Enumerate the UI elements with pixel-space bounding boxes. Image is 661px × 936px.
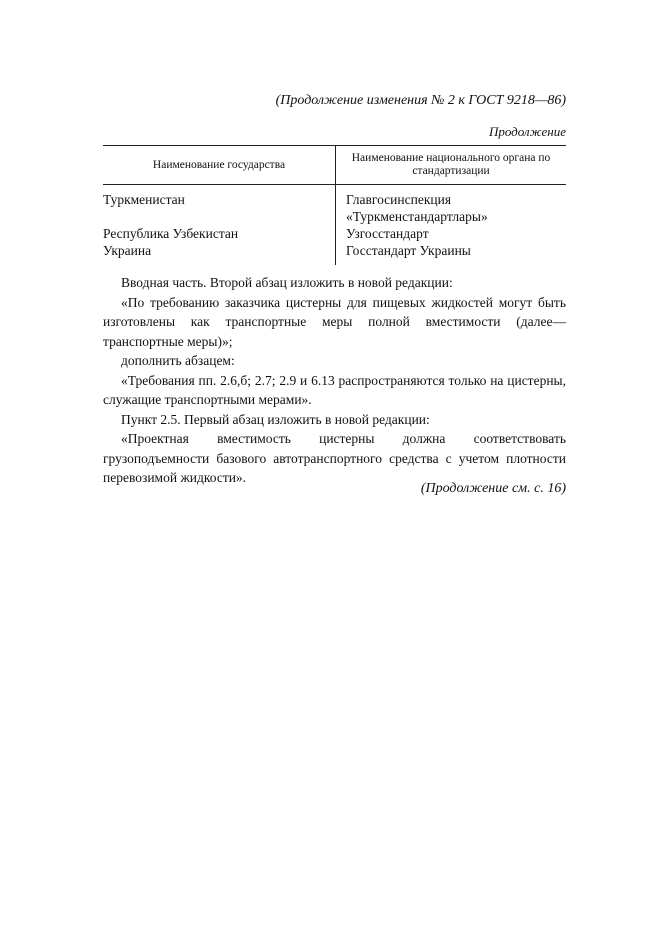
table-cell-agency: Главгосинспекция «Туркменстандартлары» <box>346 192 488 224</box>
paragraph: «Проектная вместимость цистерны должна соответствовать грузоподъемности базового автотранспортного средства с учетом плотности перевозимой жидкости». <box>103 431 566 485</box>
continued-on-page-note: (Продолжение см. с. 16) <box>420 481 566 496</box>
table-cell-state: Украина <box>103 243 152 258</box>
national-standards-bodies-table <box>103 145 566 265</box>
paragraph: Пункт 2.5. Первый абзац изложить в новой редакции: <box>121 411 430 427</box>
table-header-row <box>103 145 566 185</box>
table-continued-label: Продолжение <box>488 124 566 139</box>
paragraph: дополнить абзацем: <box>121 353 235 368</box>
table-cell-agency: Узгосстандарт <box>346 226 429 241</box>
table-body <box>103 185 566 265</box>
agency-column <box>336 185 566 265</box>
state-column <box>103 185 336 265</box>
paragraph: Вводная часть. Второй абзац изложить в новой редакции: <box>121 275 453 290</box>
paragraph: «По требованию заказчика цистерны для пищевых жидкостей могут быть изготовлены как транспортные меры полной вместимости (далее— транспортные меры)»; <box>103 294 566 349</box>
table-cell-agency: Госстандарт Украины <box>346 243 471 258</box>
table-cell-state: Туркменистан <box>103 192 185 207</box>
amendment-body-text <box>103 273 566 488</box>
paragraph: «Требования пп. 2.6,б; 2.7; 2.9 и 6.13 распространяются только на цистерны, служащие транспортными мерами». <box>103 372 566 407</box>
header-agency-name: Наименование национального органа по стандартизации <box>351 152 551 177</box>
amendment-continuation-header: (Продолжение изменения № 2 к ГОСТ 9218—86) <box>275 93 566 108</box>
table-cell-state: Республика Узбекистан <box>103 226 239 241</box>
header-state-name: Наименование государства <box>103 146 336 184</box>
